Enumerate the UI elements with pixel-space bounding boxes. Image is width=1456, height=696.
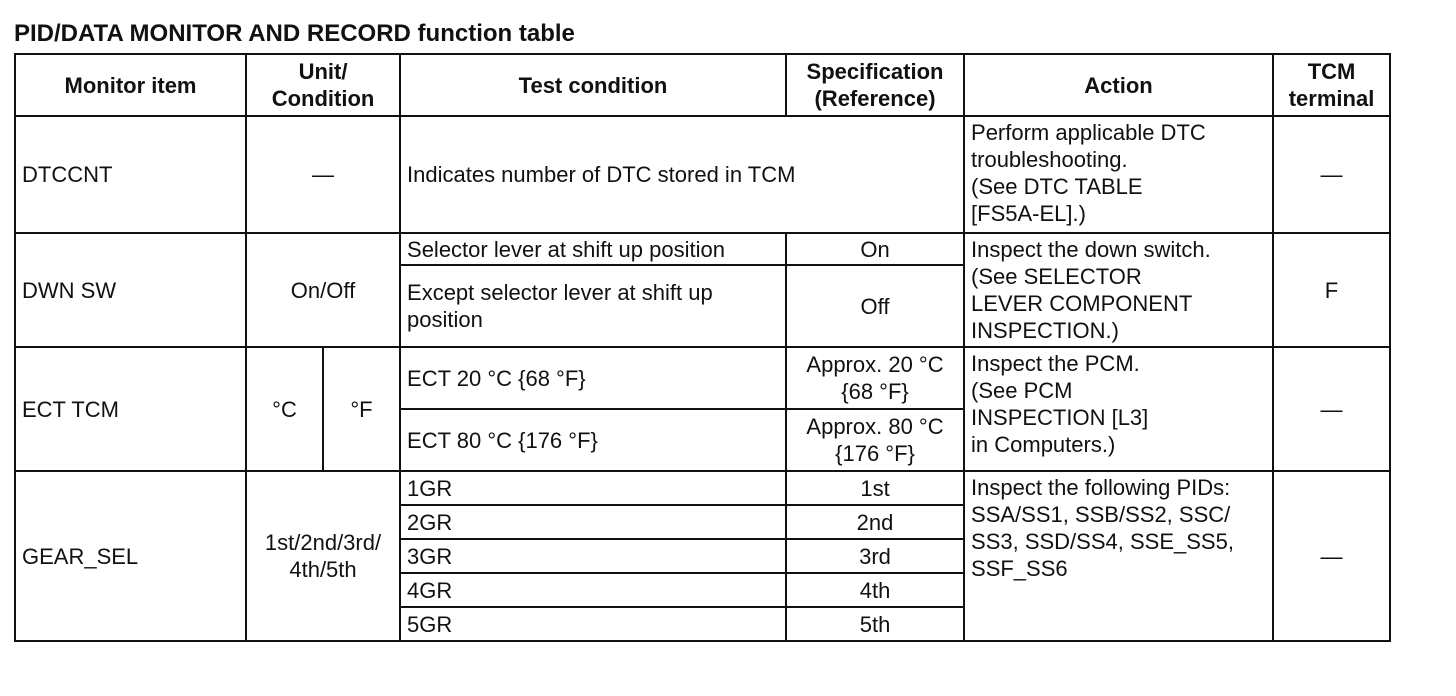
- spec-gear-sel-2: 2nd: [786, 505, 964, 539]
- spec-ect-tcm-1: Approx. 20 °C {68 °F}: [786, 347, 964, 409]
- action-dwn-sw: Inspect the down switch. (See SELECTOR LEVER COMPONENT INSPECTION.): [964, 233, 1273, 347]
- unit-dtccnt: —: [246, 116, 400, 233]
- spec-gear-sel-5: 5th: [786, 607, 964, 641]
- condition-gear-sel-3: 3GR: [400, 539, 786, 573]
- spec-gear-sel-1: 1st: [786, 471, 964, 505]
- action-gear-sel: Inspect the following PIDs: SSA/SS1, SSB/SS2, SSC/ SS3, SSD/SS4, SSE_SS5, SSF_SS6: [964, 471, 1273, 641]
- table-row-gear-sel: [15, 471, 1390, 505]
- header-tcm-terminal: TCM terminal: [1273, 54, 1390, 116]
- table-row-ect-tcm: [15, 347, 1390, 409]
- terminal-dtccnt: —: [1273, 116, 1390, 233]
- table-row-dwn-sw: [15, 233, 1390, 265]
- terminal-dwn-sw: F: [1273, 233, 1390, 347]
- condition-gear-sel-1: 1GR: [400, 471, 786, 505]
- unit-ect-tcm-f: °F: [323, 347, 400, 471]
- condition-gear-sel-4: 4GR: [400, 573, 786, 607]
- condition-ect-tcm-2: ECT 80 °C {176 °F}: [400, 409, 786, 471]
- page-title: PID/DATA MONITOR AND RECORD function table: [14, 20, 575, 47]
- spec-gear-sel-4: 4th: [786, 573, 964, 607]
- header-row: [15, 54, 1390, 116]
- spec-gear-sel-3: 3rd: [786, 539, 964, 573]
- unit-gear-sel: 1st/2nd/3rd/ 4th/5th: [246, 471, 400, 641]
- unit-dwn-sw: On/Off: [246, 233, 400, 347]
- condition-dtccnt: Indicates number of DTC stored in TCM: [400, 116, 964, 233]
- condition-dwn-sw-2: Except selector lever at shift up position: [400, 265, 786, 347]
- terminal-gear-sel: —: [1273, 471, 1390, 641]
- table-row-dtccnt: [15, 116, 1390, 233]
- header-unit-condition: Unit/ Condition: [246, 54, 400, 116]
- condition-gear-sel-5: 5GR: [400, 607, 786, 641]
- monitor-item-dwn-sw: DWN SW: [15, 233, 246, 347]
- unit-ect-tcm-c: °C: [246, 347, 323, 471]
- condition-dwn-sw-1: Selector lever at shift up position: [400, 233, 786, 265]
- function-table: [14, 53, 1391, 642]
- header-action: Action: [964, 54, 1273, 116]
- condition-ect-tcm-1: ECT 20 °C {68 °F}: [400, 347, 786, 409]
- condition-gear-sel-2: 2GR: [400, 505, 786, 539]
- action-ect-tcm: Inspect the PCM. (See PCM INSPECTION [L3] in Computers.): [964, 347, 1273, 471]
- header-monitor-item: Monitor item: [15, 54, 246, 116]
- terminal-ect-tcm: —: [1273, 347, 1390, 471]
- spec-dwn-sw-2: Off: [786, 265, 964, 347]
- monitor-item-ect-tcm: ECT TCM: [15, 347, 246, 471]
- header-specification: Specification (Reference): [786, 54, 964, 116]
- action-dtccnt: Perform applicable DTC troubleshooting. (See DTC TABLE [FS5A-EL].): [964, 116, 1273, 233]
- spec-dwn-sw-1: On: [786, 233, 964, 265]
- header-test-condition: Test condition: [400, 54, 786, 116]
- monitor-item-gear-sel: GEAR_SEL: [15, 471, 246, 641]
- spec-ect-tcm-2: Approx. 80 °C {176 °F}: [786, 409, 964, 471]
- monitor-item-dtccnt: DTCCNT: [15, 116, 246, 233]
